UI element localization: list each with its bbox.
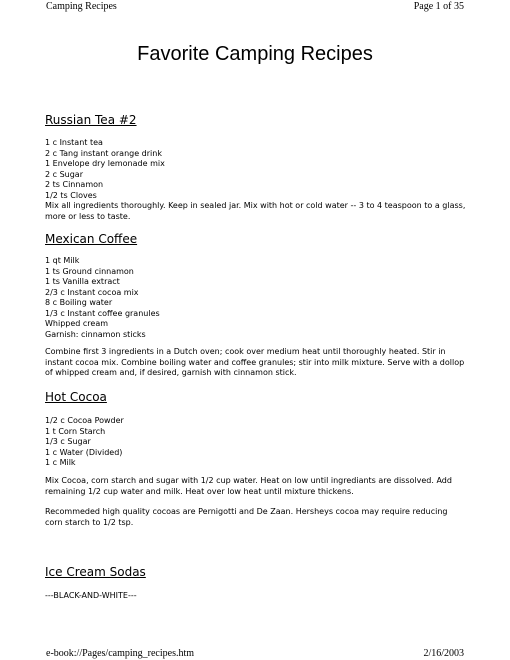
ingredient: Whipped cream xyxy=(45,319,109,328)
ingredient: 1 ts Ground cinnamon xyxy=(45,266,134,276)
ingredient: 1 Envelope dry lemonade mix xyxy=(45,159,165,168)
cocoa-recommendation-note: Recommeded high quality cocoas are Pernigotti and De Zaan. Hersheys cocoa may require reducing corn starch to 1/2 tsp. xyxy=(45,507,448,527)
ingredient: 1 ts Vanilla extract xyxy=(45,277,120,286)
directions: Combine first 3 ingredients in a Dutch oven; cook over medium heat until thoroughly heated. Stir in instant cocoa mix. Combine boiling water and coffee granules; stir into milk mixture. Serve with a dollop of whipped cream and, if desired, garnish with cinnamon stick. xyxy=(45,347,465,377)
recipe-title-mexican-coffee: Mexican Coffee xyxy=(45,232,138,246)
ingredient: Garnish: cinnamon sticks xyxy=(45,329,146,339)
directions: Mix all ingredients thoroughly. Keep in sealed jar. Mix with hot or cold water -- 3 to 4 teaspoon to a glass, more or less to taste. xyxy=(45,201,466,221)
recipe-title-ice-cream-sodas: Ice Cream Sodas xyxy=(45,565,146,579)
ingredient: 1 c Instant tea xyxy=(45,138,103,147)
ingredient: 2 c Tang instant orange drink xyxy=(45,148,162,158)
page-header-title: Camping Recipes xyxy=(46,1,117,12)
recipe-ice-cream-sodas xyxy=(45,591,467,602)
recipe-title-russian-tea: Russian Tea #2 xyxy=(45,113,137,127)
ingredient: 1 t Corn Starch xyxy=(45,426,106,436)
ingredient-list xyxy=(45,138,467,201)
ingredient: 1 c Water (Divided) xyxy=(45,447,123,457)
ingredient: 8 c Boiling water xyxy=(45,298,113,307)
ingredient: 1/3 c Instant coffee granules xyxy=(45,308,160,318)
recipe-title-hot-cocoa: Hot Cocoa xyxy=(45,390,107,404)
recipe-hot-cocoa xyxy=(45,416,467,469)
ingredient: 2/3 c Instant cocoa mix xyxy=(45,287,139,297)
ingredient-list xyxy=(45,416,467,469)
ingredient: 2 c Sugar xyxy=(45,169,83,179)
page-url: e-book://Pages/camping_recipes.htm xyxy=(46,648,195,659)
document-title: Favorite Camping Recipes xyxy=(137,43,373,65)
page-date: 2/16/2003 xyxy=(423,648,464,659)
page-number: Page 1 of 35 xyxy=(413,1,464,12)
ingredient: 1 c Milk xyxy=(45,458,76,467)
ingredient: 1/2 c Cocoa Powder xyxy=(45,416,124,425)
recipe-mexican-coffee xyxy=(45,256,467,340)
directions: Mix Cocoa, corn starch and sugar with 1/2 cup water. Heat on low until ingrediants are dissolved. Add remaining 1/2 cup water and milk. Heat over low heat until mixture thickens. xyxy=(45,476,452,496)
ingredient: 1/3 c Sugar xyxy=(45,437,91,446)
recipe-hot-cocoa-directions xyxy=(45,476,467,497)
recipe-hot-cocoa-note xyxy=(45,507,467,528)
recipe-subtitle: ---BLACK-AND-WHITE--- xyxy=(45,591,137,600)
recipe-russian-tea xyxy=(45,138,467,222)
ingredient: 1/2 ts Cloves xyxy=(45,190,97,200)
recipe-mexican-coffee-directions xyxy=(45,347,467,379)
ingredient: 2 ts Cinnamon xyxy=(45,180,104,189)
ingredient: 1 qt Milk xyxy=(45,256,80,265)
ingredient-list xyxy=(45,256,467,340)
